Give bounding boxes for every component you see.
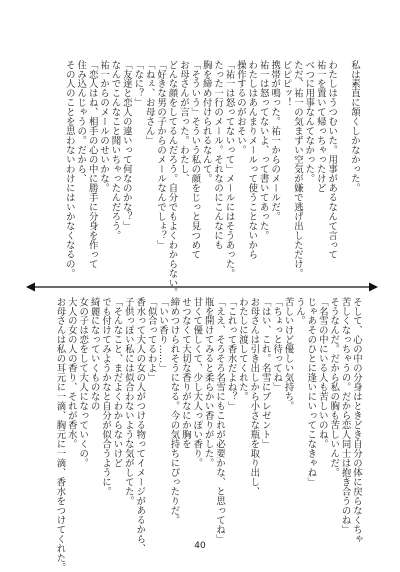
text-line: わたしはあんまりメールって使うことないから: [246, 60, 258, 260]
text-line: 「恋人はね、相手の心の中に勝手に分身を作って: [86, 60, 98, 269]
text-line: 「ちょっと待ってね」: [271, 297, 283, 392]
text-line: 「友達と恋人の違いって何なのかな？」: [120, 60, 132, 231]
text-line: 女の子は恋をして大人になっていくの。: [77, 297, 89, 468]
text-line: 苦しいけど優しい気持ち。: [282, 297, 294, 411]
text-line: そうなんだ。だから私の胸も苦しいんだ。: [328, 297, 340, 478]
text-line: 胸を締め付けられるなんて。: [200, 60, 212, 184]
text-line: 苦しくなっちゃうの。だから恋人同士は抱き合うのね」: [339, 297, 351, 535]
text-line: せつなくて大切な香りがなにか胸を: [179, 297, 191, 449]
text-line: 香水って大人の女の人がつける物ってイメージがあるから、: [134, 297, 146, 554]
text-line: [337, 60, 348, 275]
text-line: じゃあそのひとに逢いにいってこなきゃね」: [305, 297, 317, 487]
text-line: ピピピッ！: [280, 60, 292, 108]
text-line: 締めつけられそうになる。今の気持ちにぴったりだ。: [168, 297, 180, 525]
text-line: 「そんなこと、まだよくわからないけど: [111, 297, 123, 468]
text-line: そして、心の中の分身はときどき自分の体に戻らなくちゃ: [351, 297, 362, 544]
text-line: 住み込んじゃうの。だから、: [75, 60, 87, 184]
text-line: ただ、祐一の気まずい空気が嫌で逃げ出しただけ。: [291, 60, 303, 279]
text-line: お母さんは私の耳元に一滴、胸元に一滴、香水をつけてくれた。: [54, 297, 66, 572]
text-line: 「いい香り……」: [157, 297, 169, 373]
text-line: 大人の女の人の香り、それが香水。: [65, 297, 77, 449]
text-line: お母さんは引き出しから小さな瓶を取り出し、: [248, 297, 260, 497]
text-line: うん。: [293, 297, 305, 326]
text-line: なんでこんなこと聞いちゃったんだろう。: [109, 60, 121, 241]
text-line: 私は素直に頷くしかなかった。: [349, 60, 360, 193]
text-line: 操作するのがおそい。: [234, 60, 246, 155]
text-line: でも付けてみようかなと自分が似合うように。: [100, 297, 112, 497]
text-line: お母さんが言った。わたし、: [177, 60, 189, 184]
text-line: 「これって香水だよね？」: [225, 297, 237, 411]
text-line: 「なに？」: [132, 60, 144, 108]
page-number: 40: [194, 541, 206, 551]
text-line: 「はい、これ。名雪にプレゼント」: [259, 297, 271, 449]
text-line: 「似合ってるわよ」: [145, 297, 157, 383]
text-line: 瓶を開けてみると柔らかい香りがした。: [202, 297, 214, 468]
text-line: 祐一を置いて帰っちゃったけど: [314, 60, 326, 193]
text-line: たった一行のメール。それなのにこんなにも: [212, 60, 224, 250]
text-line: 祐一からのメールのせいかな。: [98, 60, 110, 193]
text-line: 「祐一は怒ってないって」メールにはそうあった。: [223, 60, 235, 279]
scene-divider-arrow: [26, 281, 378, 293]
top-text-block: [63, 60, 360, 298]
text-line: 「ねぇ、お母さん」: [143, 60, 155, 146]
text-line: 甘くて優しくて、少し大人っぽい香り。: [191, 297, 203, 468]
text-line: 携帯が鳴った。祐一からのメールだ。: [269, 60, 281, 222]
text-line: 「名雪の中にいる人も苦しいのね。: [316, 297, 328, 449]
text-line: 綺麗になっていくものなの: [88, 297, 100, 411]
text-line: どんな顔をしてるんだろう。自分でもよくわからない。: [166, 60, 178, 298]
text-line: 子供っぽい私には似合わないような気がしてた。: [122, 297, 134, 506]
text-line: わたしに渡してくれた。: [236, 297, 248, 402]
text-line: 「そういう」そういう私の顔をじっと見つめて: [189, 60, 201, 260]
text-line: 「ええ、そろそろ名雪にもこれが必要かな、と思ってね」: [214, 297, 226, 544]
text-line: 「好きな男の子からのメールなんでしょ？」: [155, 60, 167, 250]
text-line: 祐一は怒ってないよ、って書いてあった。: [257, 60, 269, 241]
text-line: べつに用事なんてなかった。: [303, 60, 315, 184]
text-line: わたしはうつむいた。用事があるなんて言って: [326, 60, 338, 260]
text-line: その人のことを思わないわけにはいかなくなるの。: [63, 60, 75, 279]
